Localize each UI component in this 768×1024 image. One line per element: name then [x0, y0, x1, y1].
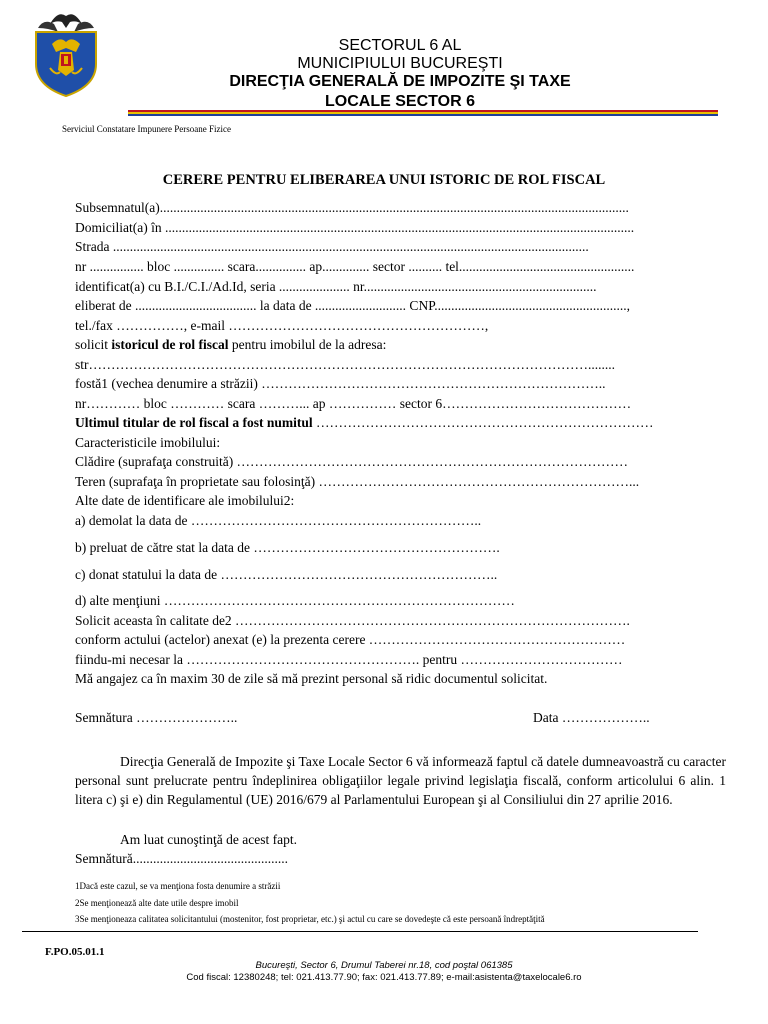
field-street: Strada ............................................................................................................................................. [75, 239, 589, 254]
request-bold: istoricul de rol fiscal [111, 337, 229, 352]
field-former-street: fostă1 (vechea denumire a străzii) ………………………………………………………………….. [75, 376, 606, 391]
field-building: Clădire (suprafaţa construită) …………………………………………………………………………… [75, 454, 629, 469]
header-municipality: MUNICIPIULUI BUCUREŞTI [297, 55, 503, 72]
last-holder-label: Ultimul titular de rol fiscal a fost numitul [75, 415, 313, 430]
commitment-statement: Mă angajez ca în maxim 30 de zile să mă prezint personal să ridic documentul solicitat. [75, 671, 548, 686]
footer-address: Bucureşti, Sector 6, Drumul Taberei nr.18, cod poştal 061385 [255, 960, 513, 971]
field-contact: tel./fax ……………, e-mail …………………………………………………, [75, 318, 489, 333]
other-data-label: Alte date de identificare ale imobilului2: [75, 493, 295, 508]
coat-of-arms-logo [30, 6, 102, 98]
field-taken-by-state: b) preluat de către stat la data de ………………………………………………. [75, 540, 500, 555]
form-code: F.PO.05.01.1 [45, 946, 105, 958]
footnote-1: 1Dacă este cazul, se va menţiona fosta denumire a străzii [75, 881, 281, 891]
gdpr-paragraph: Direcţia Generală de Impozite şi Taxe Locale Sector 6 vă informează faptul că datele dumneavoastră cu caracter personal sunt prelucrate pentru îndeplinirea obligaţiilor legale privind legislaţia fiscală, conform articolului 6 alin. 1 litera c) şi e) din Regulamentul (UE) 2016/679 al Parlamentului European şi al Consiliului din 27 aprilie 2016. [75, 754, 726, 807]
property-characteristics-label: Caracteristicile imobilului: [75, 435, 221, 450]
date-field: Data ……………….. [533, 710, 650, 725]
gdpr-notice [75, 752, 726, 809]
field-property-number: nr………… bloc ………… scara ………... ap …………… sector 6…………………………………… [75, 396, 632, 411]
footer-contact: Cod fiscal: 12380248; tel: 021.413.77.90; fax: 021.413.77.89; e-mail:asistenta@taxelocale6.ro [186, 972, 582, 983]
request-suffix: pentru imobilul de la adresa: [228, 337, 387, 352]
signature-field: Semnătura ………………….. [75, 710, 238, 725]
header-sector: SECTORUL 6 AL [338, 37, 462, 54]
request-prefix: solicit [75, 337, 112, 352]
header-local-sector: LOCALE SECTOR 6 [325, 93, 475, 110]
field-property-street: str…………………………………………………………………………………………………........ [75, 357, 615, 372]
signature2-field: Semnătură.............................................. [75, 851, 288, 866]
field-issued-by: eliberat de .................................... la data de ........................... CNP........................................................., [75, 298, 630, 313]
field-request-line [75, 336, 735, 353]
header-rule-blue [128, 114, 718, 116]
field-purpose: fiindu-mi necesar la ……………………………………………. pentru ……………………………… [75, 652, 623, 667]
field-attached-docs: conform actului (actelor) anexat (e) la prezenta cerere ………………………………………………… [75, 632, 626, 647]
document-title: CERERE PENTRU ELIBERAREA UNUI ISTORIC DE ROL FISCAL [162, 172, 606, 188]
field-other-mentions: d) alte menţiuni …………………………………………………………………… [75, 593, 515, 608]
field-donated: c) donat statului la data de …………………………………………………….. [75, 567, 498, 582]
field-last-holder [75, 414, 735, 431]
footnote-2: 2Se menţionează alte date utile despre imobil [75, 898, 239, 908]
field-land: Teren (suprafaţa în proprietate sau folosinţă) ……………………………………………………………... [75, 474, 640, 489]
field-demolished: a) demolat la data de ……………………………………………………….. [75, 513, 482, 528]
service-name: Serviciul Constatare Impunere Persoane Fizice [62, 124, 231, 134]
footnote-3: 3Se menţioneaza calitatea solicitantului (mostenitor, fost proprietar, etc.) şi actul cu care se dovedeşte că este persoană îndreptăţită [75, 914, 545, 924]
last-holder-dots: ………………………………………………………………… [312, 415, 654, 430]
field-id-card: identificat(a) cu B.I./C.I./Ad.Id, seria ..................... nr..................................................................... [75, 279, 597, 294]
field-address-details: nr ................ bloc ............... scara............... ap.............. sector .......... tel.................................................... [75, 259, 635, 274]
field-capacity: Solicit aceasta în calitate de2 ……………………………………………………………………………. [75, 613, 630, 628]
acknowledgement: Am luat cunoştinţă de acest fapt. [120, 832, 297, 847]
footer-divider [22, 931, 698, 932]
header-directorate: DIRECŢIA GENERALĂ DE IMPOZITE ŞI TAXE [229, 73, 571, 90]
field-name: Subsemnatul(a)........................................................................................................................................... [75, 200, 629, 215]
field-domicile: Domiciliat(a) în ........................................................................................................................................... [75, 220, 635, 235]
